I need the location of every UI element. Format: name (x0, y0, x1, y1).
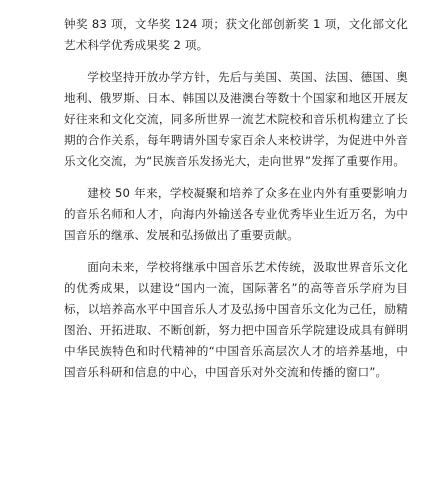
body-text (64, 14, 408, 383)
paragraph-awards-continued: 钟奖 83 项，文华奖 124 项；获文化部创新奖 1 项，文化部文化艺术科学优秀成果奖 2 项。 (64, 17, 408, 52)
paragraph-future-goals: 面向未来，学校将继承中国音乐艺术传统，汲取世界音乐文化的优秀成果，以建设“国内一流，国际著名”的高等音乐学府为目标，以培养高水平中国音乐人才及弘扬中国音乐文化为己任，励精图治、开拓进取、不断创新，努力把中国音乐学院建设成具有鲜明中华民族特色和时代精神的“中国音乐高层次人才的培养基地，中国音乐科研和信息的中心，中国音乐对外交流和传播的窗口”。 (64, 260, 408, 379)
paragraph-international-exchange: 学校坚持开放办学方针，先后与美国、英国、法国、德国、奥地利、俄罗斯、日本、韩国以及港澳台等数十个国家和地区开展友好往来和文化交流，同多所世界一流艺术院校和音乐机构建立了长期的合作关系，每年聘请外国专家百余人来校讲学，为促进中外音乐文化交流，为“民族音乐发扬光大，走向世界”发挥了重要作用。 (64, 70, 408, 168)
paragraph-fifty-years: 建校 50 年来，学校凝聚和培养了众多在业内外有重要影响力的音乐名师和人才，向海内外输送各专业优秀毕业生近万名，为中国音乐的继承、发展和弘扬做出了重要贡献。 (64, 186, 408, 242)
